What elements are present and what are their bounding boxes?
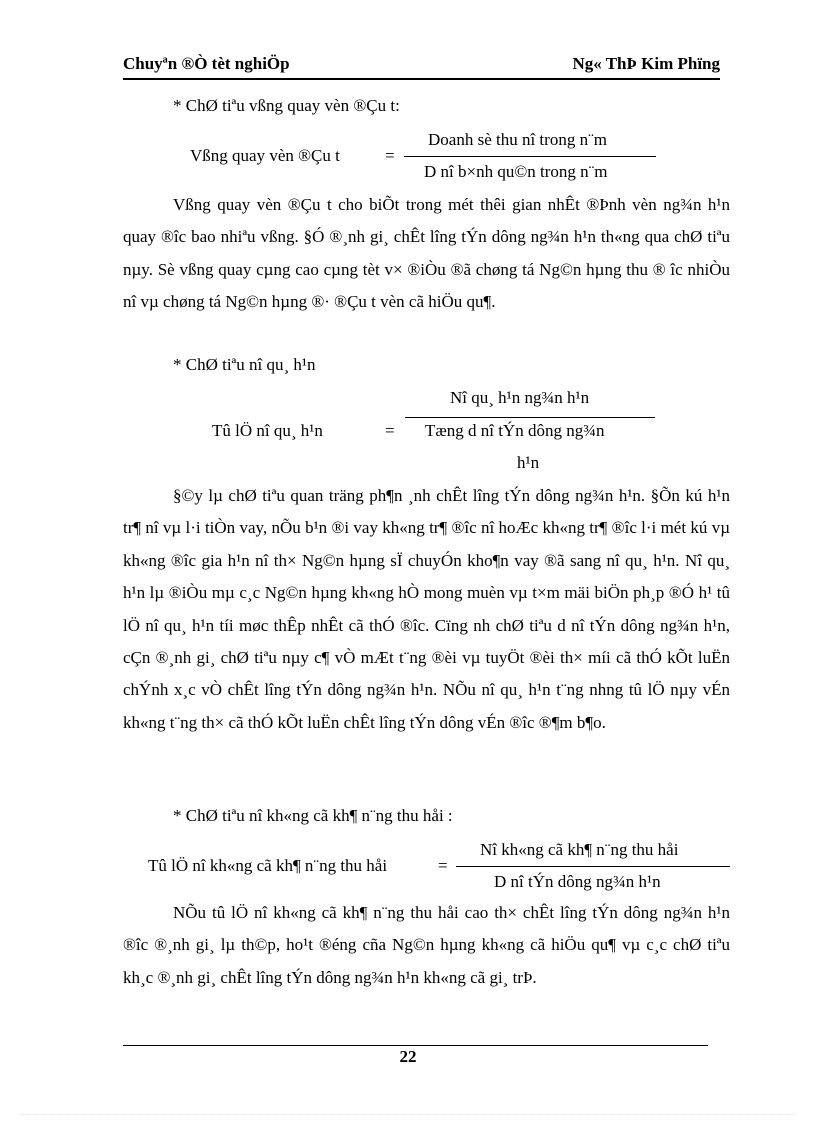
- formula2-lhs: Tû lÖ nî qu¸ h¹n: [212, 421, 323, 440]
- formula3-fraction-bar: [456, 866, 730, 867]
- formula2-fraction-bar: [405, 417, 655, 418]
- formula3-denominator: D nî tÝn dông ng¾n h¹n: [494, 872, 661, 891]
- formula2-denominator: Tæng d nî tÝn dông ng¾n: [425, 421, 605, 440]
- formula2-numerator: Nî qu¸ h¹n ng¾n h¹n: [450, 388, 590, 407]
- formula3-numerator: Nî kh«ng cã kh¶ n¨ng thu håi: [480, 840, 679, 859]
- formula1-denominator: D nî b×nh qu©n trong n¨m: [424, 162, 608, 181]
- formula3-equals: =: [438, 856, 448, 875]
- formula1-numerator: Doanh sè thu nî trong n¨m: [428, 130, 607, 149]
- section-heading-overdue-debt: * ChØ tiªu nî qu¸ h¹n: [173, 355, 316, 374]
- page-bottom-dotted-edge: [20, 1114, 796, 1115]
- section-heading-bad-debt: * ChØ tiªu nî kh«ng cã kh¶ n¨ng thu håi :: [173, 806, 453, 825]
- formula3-lhs: Tû lÖ nî kh«ng cã kh¶ n¨ng thu håi: [148, 856, 388, 875]
- footer-rule: [123, 1045, 708, 1046]
- formula1-equals: =: [385, 146, 395, 165]
- page-header: [123, 52, 720, 80]
- section-heading-capital-turnover: * ChØ tiªu vßng quay vèn ®Çu t:: [173, 96, 400, 115]
- header-title: Chuyªn ®Ò tèt nghiÖp: [123, 54, 290, 73]
- paragraph-bad-debt: NÕu tû lÖ nî kh«ng cã kh¶ n¨ng thu håi cao th× chÊt lîng tÝn dông ng¾n h¹n ®îc ®¸nh gi¸ lµ th©p, ho¹t ®éng cña Ng©n hµng kh«ng cã hiÖu qu¶ vµ c¸c chØ tiªu kh¸c ®¸nh gi¸ chÊt lîng tÝn dông ng¾n h¹n kh«ng cã gi¸ trÞ.: [123, 903, 730, 987]
- paragraph-overdue-debt: §©y lµ chØ tiªu quan träng ph¶n ¸nh chÊt lîng tÝn dông ng¾n h¹n. §Õn kú h¹n tr¶ nî vµ l·i tiÒn vay, nÕu b¹n ®i vay kh«ng tr¶ ®îc nî hoÆc kh«ng tr¶ ®îc l·i mét kú vµ kh«ng ®îc gia h¹n nî th× Ng©n hµng sÏ chuyÓn kho¶n vay ®ã sang nî qu¸ h¹n. Nî qu¸ h¹n lµ ®iÒu mµ c¸c Ng©n hµng kh«ng hÒ mong muèn vµ t×m mäi biÖn ph¸p ®Ó h¹ tû lÖ nî qu¸ h¹n tíi møc thÊp nhÊt cã thÓ ®îc. Cïng nh chØ tiªu d nî tÝn dông ng¾n h¹n, cÇn ®¸nh gi¸ chØ tiªu nµy c¶ vÒ mÆt t¨ng ®èi vµ tuyÖt ®èi th× míi cã thÓ kÕt luËn chÝnh x¸c vÒ chÊt lîng tÝn dông ng¾n h¹n. NÕu nî qu¸ h¹n t¨ng nhng tû lÖ nµy vÉn kh«ng t¨ng th× cã thÓ kÕt luËn chÊt lîng tÝn dông vÉn ®îc ®¶m b¶o.: [123, 486, 730, 732]
- formula1-fraction-bar: [404, 156, 656, 157]
- formula1-lhs: Vßng quay vèn ®Çu t: [190, 146, 340, 165]
- paragraph-capital-turnover: Vßng quay vèn ®Çu t cho biÕt trong mét thêi gian nhÊt ®Þnh vèn ng¾n h¹n quay ®îc bao nhiªu vßng. §Ó ®¸nh gi¸ chÊt lîng tÝn dông ng¾n h¹n th«ng qua chØ tiªu nµy. Sè vßng quay cµng cao cµng tèt v× ®iÒu ®ã chøng tá Ng©n hµng thu ® îc nhiÒu nî vµ chøng tá Ng©n hµng ®· ®Çu t vèn cã hiÖu qu¶.: [123, 195, 730, 312]
- formula2-denominator-cont: h¹n: [517, 453, 540, 472]
- page-number: 22: [399, 1047, 417, 1066]
- formula2-equals: =: [385, 421, 395, 440]
- header-author: Ng« ThÞ Kim Phïng: [572, 54, 720, 73]
